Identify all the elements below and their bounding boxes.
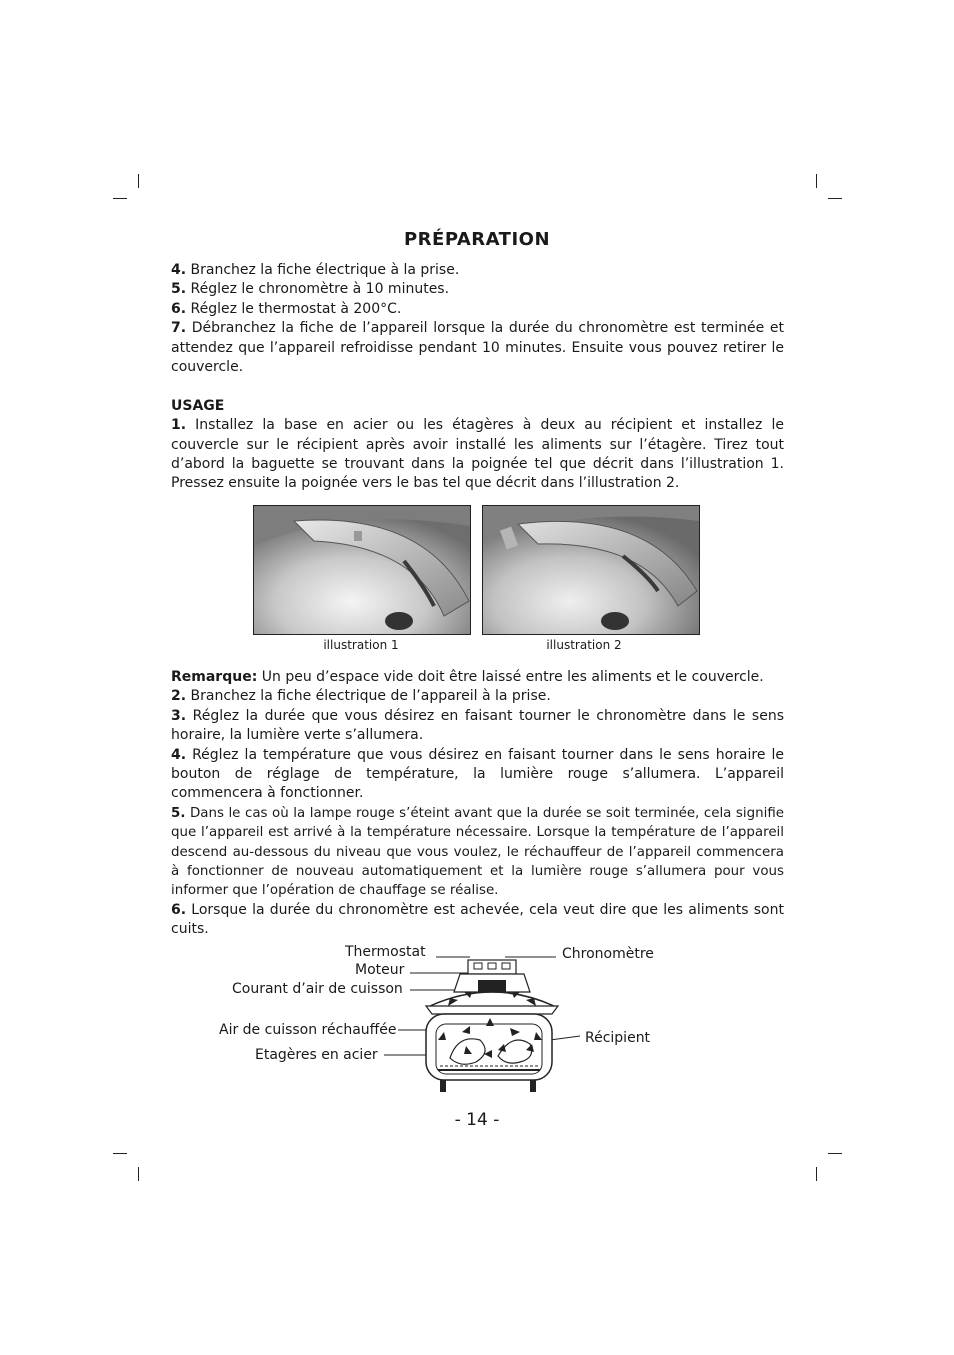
crop-mark: [828, 198, 842, 199]
step-text: Branchez la fiche électrique de l’appareil à la prise.: [186, 688, 551, 705]
crop-mark: [138, 1167, 139, 1181]
step-text: Réglez le thermostat à 200°C.: [186, 300, 402, 317]
label-chronometre: Chronomètre: [562, 946, 654, 962]
step-text: Installez la base en acier ou les étagères à deux au récipient et installez le couvercle sur le récipient après avoir installé les aliments sur l’étagère. Tirez tout d’abord la baguette se trouvant dans la poignée tel que décrit dans l’illustration 1. Pressez ensuite la poignée vers le bas tel que décrit dans l’illustration 2.: [171, 417, 784, 492]
label-courant-air: Courant d’air de cuisson: [232, 981, 403, 997]
step-number: 7.: [171, 320, 187, 337]
step-text: Un peu d’espace vide doit être laissé entre les aliments et le couvercle.: [257, 669, 764, 685]
crop-mark: [138, 174, 139, 188]
illustration-caption: illustration 2: [546, 638, 622, 652]
label-recipient: Récipient: [585, 1030, 651, 1046]
step-number: Remarque:: [171, 669, 258, 685]
preparation-steps: [171, 261, 784, 494]
operation-steps: [171, 668, 784, 940]
step-text: Débranchez la fiche de l’appareil lorsque la durée du chronomètre est terminée et attendez que l’appareil refroidisse pendant 10 minutes. Ensuite vous pouvez retirer le couvercle.: [171, 320, 784, 376]
step-number: 2.: [171, 688, 187, 705]
crop-mark: [828, 1153, 842, 1154]
label-etageres: Etagères en acier: [255, 1047, 378, 1063]
crop-mark: [113, 1153, 127, 1154]
op-step: [171, 901, 784, 940]
prep-step: [171, 300, 784, 319]
step-number: 3.: [171, 707, 187, 724]
crop-mark: [113, 198, 127, 199]
step-text: Réglez la durée que vous désirez en faisant tourner le chronomètre dans le sens horaire, la lumière verte s’allumera.: [171, 707, 784, 744]
page-number: - 14 -: [454, 1110, 500, 1130]
op-step: [171, 687, 784, 706]
step-number: 4.: [171, 262, 187, 278]
op-step: [171, 746, 784, 804]
step-text: Dans le cas où la lampe rouge s’éteint avant que la durée se soit terminée, cela signifie que l’appareil est arrivé à la température nécessaire. Lorsque la température de l’appareil descend au-dessous du niveau que vous voulez, le réchauffeur de l’appareil commencera à fonctionner de nouveau automatiquement et la lumière rouge s’allumera pour vous informer que l’opération de chauffage se réalise.: [171, 805, 784, 899]
prep-step: [171, 319, 784, 377]
op-step: [171, 804, 784, 901]
step-number: 6.: [171, 300, 187, 317]
step-text: Réglez le chronomètre à 10 minutes.: [186, 281, 450, 298]
label-air-rechauffe: Air de cuisson réchauffée: [219, 1022, 397, 1038]
step-number: 1.: [171, 417, 187, 434]
cooker-drawing: [380, 948, 620, 1098]
step-number: 5.: [171, 281, 187, 298]
op-step: [171, 668, 784, 687]
prep-step: [171, 280, 784, 299]
step-text: Réglez la température que vous désirez en faisant tourner dans le sens horaire le bouton de réglage de température, la lumière rouge s’allumera. L’appareil commencera à fonctionner.: [171, 746, 784, 802]
prep-step: [171, 261, 784, 280]
label-moteur: Moteur: [355, 962, 405, 978]
step-text: Branchez la fiche électrique à la prise.: [186, 262, 460, 278]
op-step: [171, 707, 784, 746]
illustration-caption: illustration 1: [323, 638, 399, 652]
step-number: 4.: [171, 746, 187, 763]
step-text: Lorsque la durée du chronomètre est achevée, cela veut dire que les aliments sont cuits.: [171, 901, 784, 938]
illustration-1-photo: [253, 505, 471, 635]
step-number: 6.: [171, 901, 187, 918]
step-number: 5.: [171, 805, 186, 821]
crop-mark: [816, 174, 817, 188]
usage-step: [171, 416, 784, 494]
crop-mark: [816, 1167, 817, 1181]
illustration-2-photo: [482, 505, 700, 635]
label-thermostat: Thermostat: [345, 944, 426, 960]
usage-heading: USAGE: [171, 397, 225, 414]
page-title: PRÉPARATION: [403, 229, 551, 250]
